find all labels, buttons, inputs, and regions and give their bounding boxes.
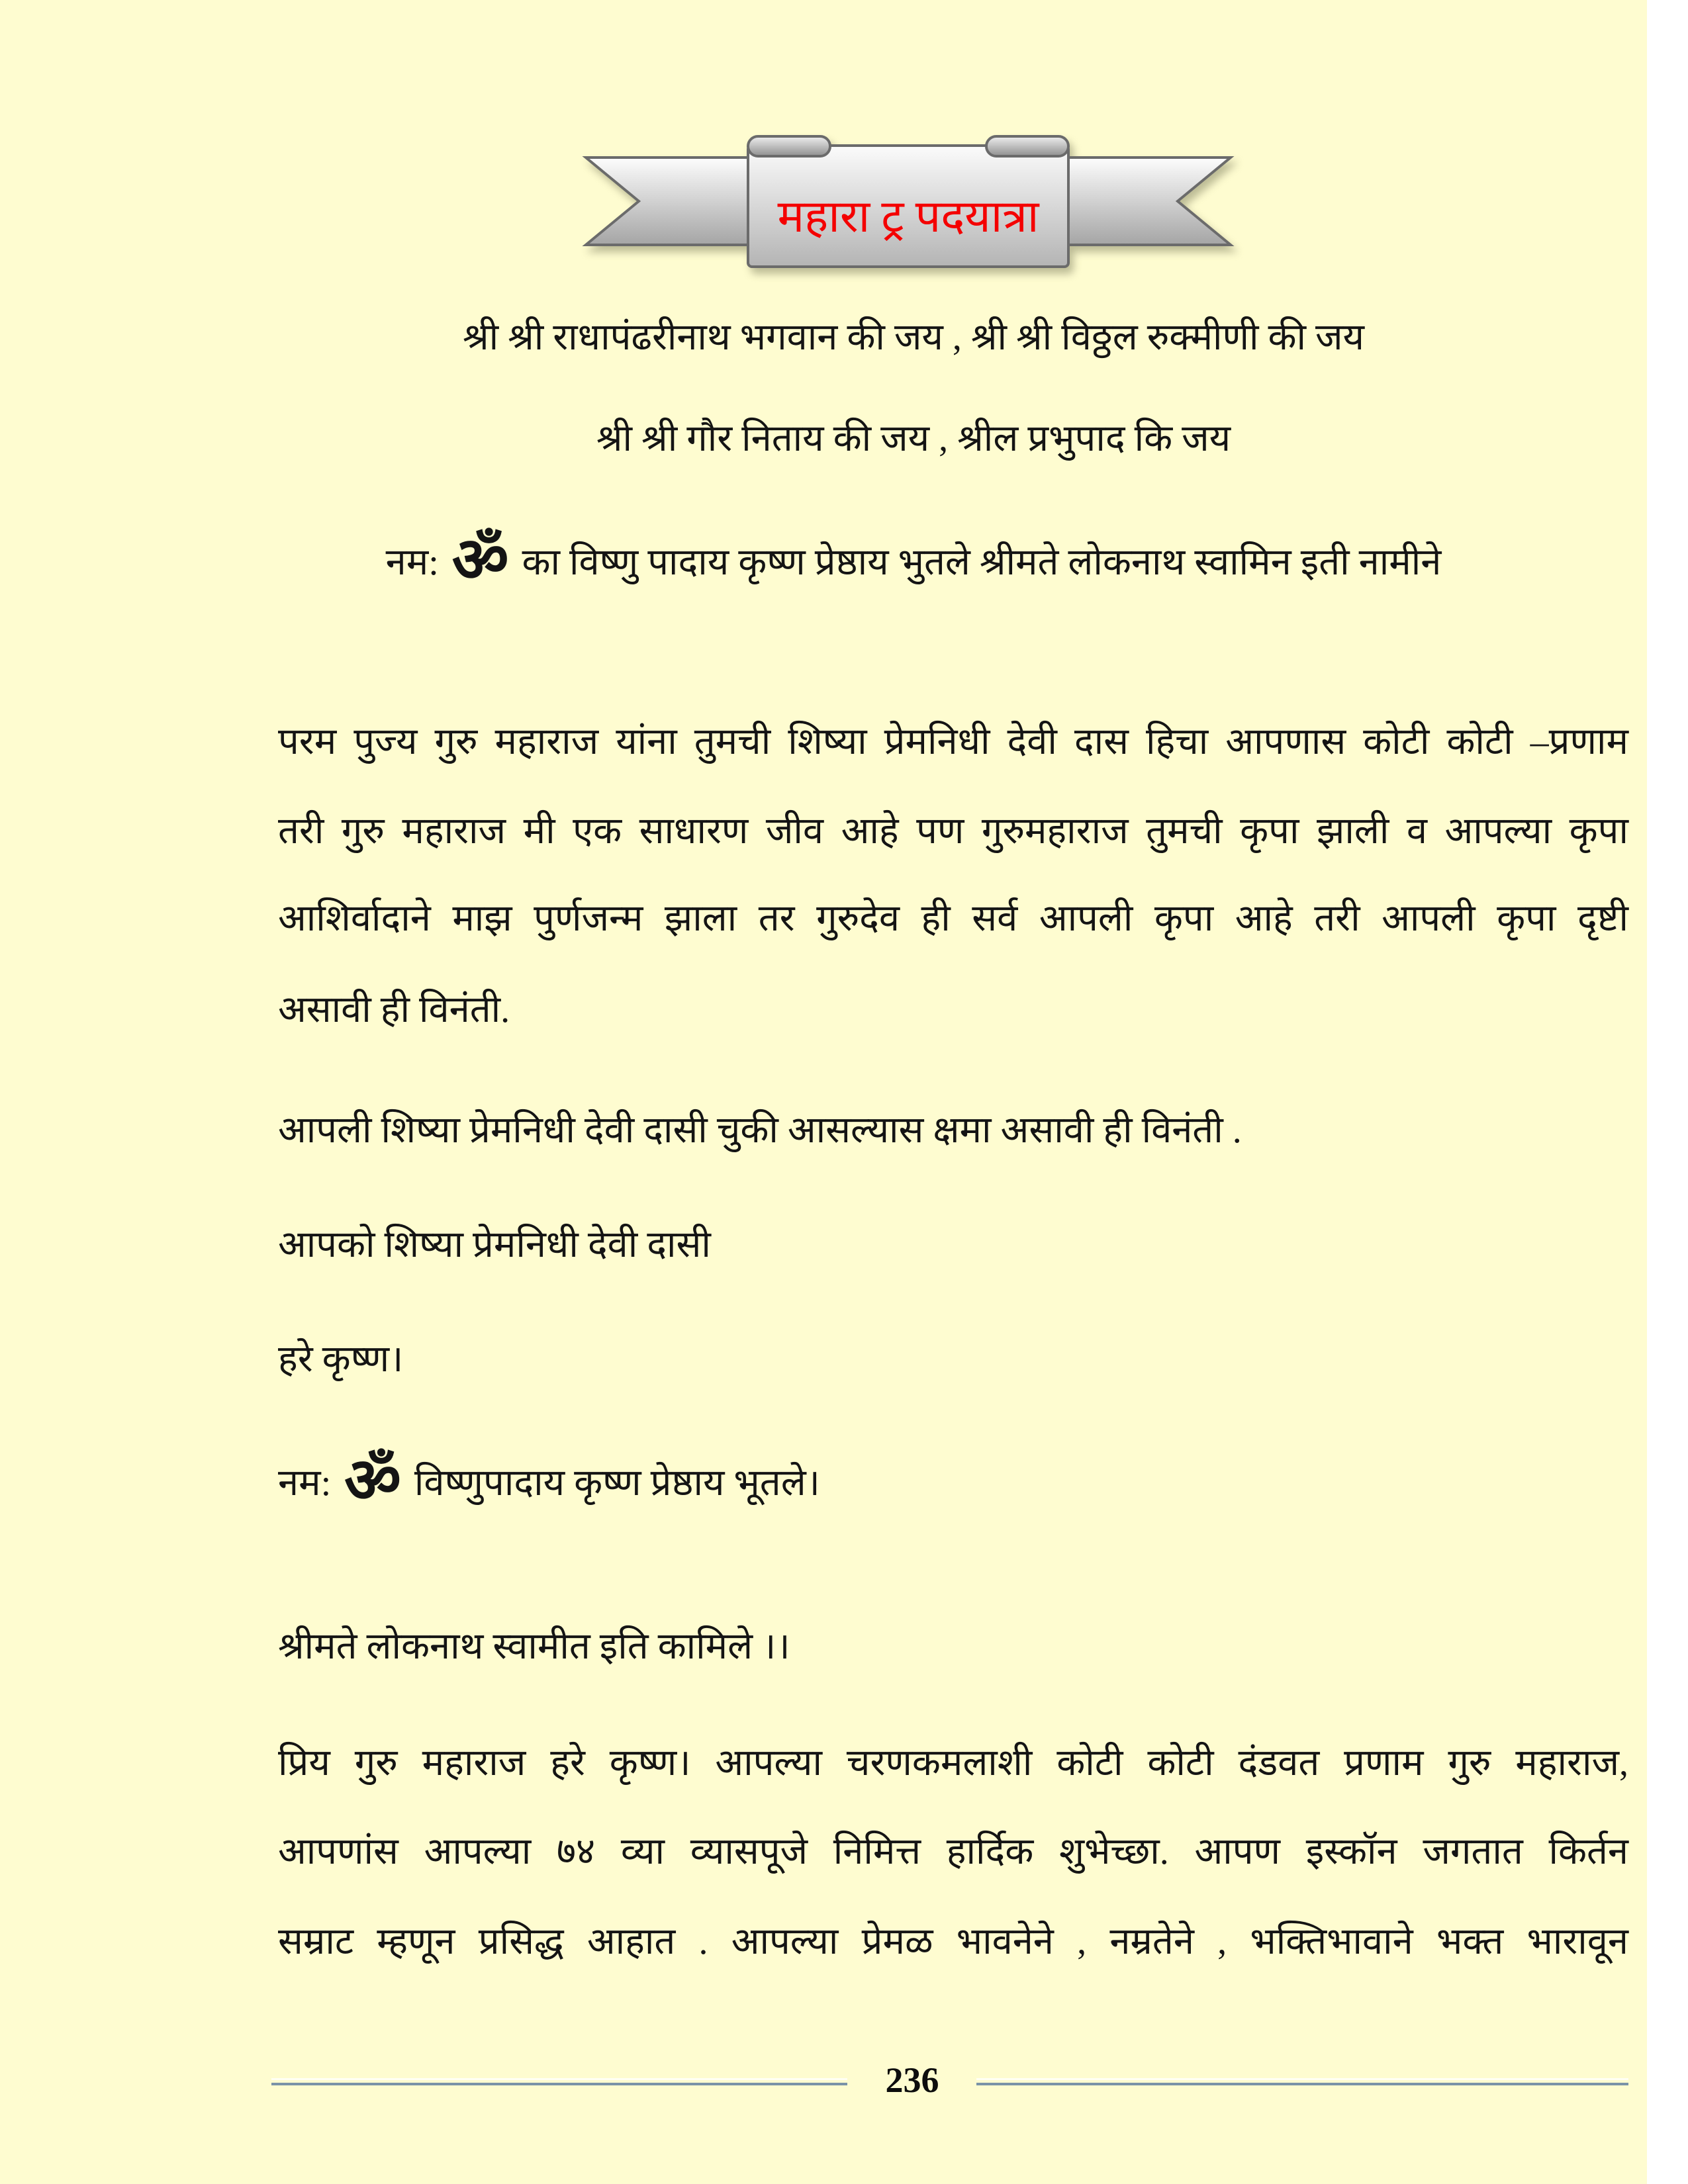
paragraph-3: आपको शिष्या प्रेमनिधी देवी दासी [278, 1224, 711, 1265]
invocation-line-2: श्री श्री गौर निताय की जय , श्रील प्रभुपाद कि जय [596, 418, 1231, 459]
mantra-line-2: श्रीमते लोकनाथ स्वामीत इति कामिले ।। [278, 1626, 790, 1667]
paragraph-1-line-2: तरी गुरु महाराज मी एक साधारण जीव आहे पण गुरुमहाराज तुमची कृपा झाली व आपल्या कृपा [278, 811, 1628, 852]
om-symbol: ॐ [451, 526, 509, 595]
invocation-line-3-prefix: नम: [385, 542, 439, 583]
paragraph-5-line-3: सम्राट म्हणून प्रसिद्ध आहात . आपल्या प्रेमळ भावनेने , नम्रतेने , भक्तिभावाने भक्त भारावून [278, 1921, 1628, 1962]
footer-rule-left [271, 2078, 847, 2085]
mantra-suffix: विष्णुपादाय कृष्ण प्रेष्ठाय भूतले। [414, 1463, 820, 1504]
footer-rule-right [976, 2078, 1628, 2085]
ribbon-scroll-roll-right [986, 136, 1068, 156]
om-symbol: ॐ [344, 1447, 401, 1516]
page-number: 236 [885, 2060, 939, 2100]
paragraph-1-line-1: परम पुज्य गुरु महाराज यांना तुमची शिष्या प्रेमनिधी देवी दास हिचा आपणास कोटी कोटी –प्रणाम [278, 721, 1628, 762]
mantra-prefix: नम: [278, 1463, 332, 1504]
scan-edge-strip [1647, 0, 1688, 2184]
paragraph-5-line-1: प्रिय गुरु महाराज हरे कृष्ण। आपल्या चरणकमलाशी कोटी कोटी दंडवत प्रणाम गुरु महाराज, [278, 1743, 1629, 1784]
invocation-line-1: श्री श्री राधापंढरीनाथ भगवान की जय , श्री श्री विठ्ठल रुक्मीणी की जय [462, 317, 1365, 358]
ribbon-scroll-roll-left [748, 136, 830, 156]
invocation-line-3-suffix: का विष्णु पादाय कृष्ण प्रेष्ठाय भुतले श्रीमते लोकनाथ स्वामिन इती नामीने [522, 542, 1442, 583]
paragraph-2: आपली शिष्या प्रेमनिधी देवी दासी चुकी आसल्यास क्षमा असावी ही विनंती . [278, 1110, 1242, 1151]
paragraph-1-line-3: आशिर्वादाने माझ पुर्णजन्म झाला तर गुरुदेव ही सर्व आपली कृपा आहे तरी आपली कृपा दृष्टी [278, 898, 1628, 939]
mantra-line-1 [278, 1447, 1628, 1516]
paragraph-5-line-2: आपणांस आपल्या ७४ व्या व्यासपूजे निमित्त हार्दिक शुभेच्छा. आपण इस्कॉन जगतात किर्तन [278, 1831, 1628, 1872]
paragraph-4: हरे कृष्ण। [278, 1339, 404, 1380]
invocation-line-3 [278, 526, 1549, 595]
banner-title: महारा ट्र पदयात्रा [777, 191, 1039, 242]
paragraph-1-line-4: असावी ही विनंती. [278, 989, 510, 1030]
